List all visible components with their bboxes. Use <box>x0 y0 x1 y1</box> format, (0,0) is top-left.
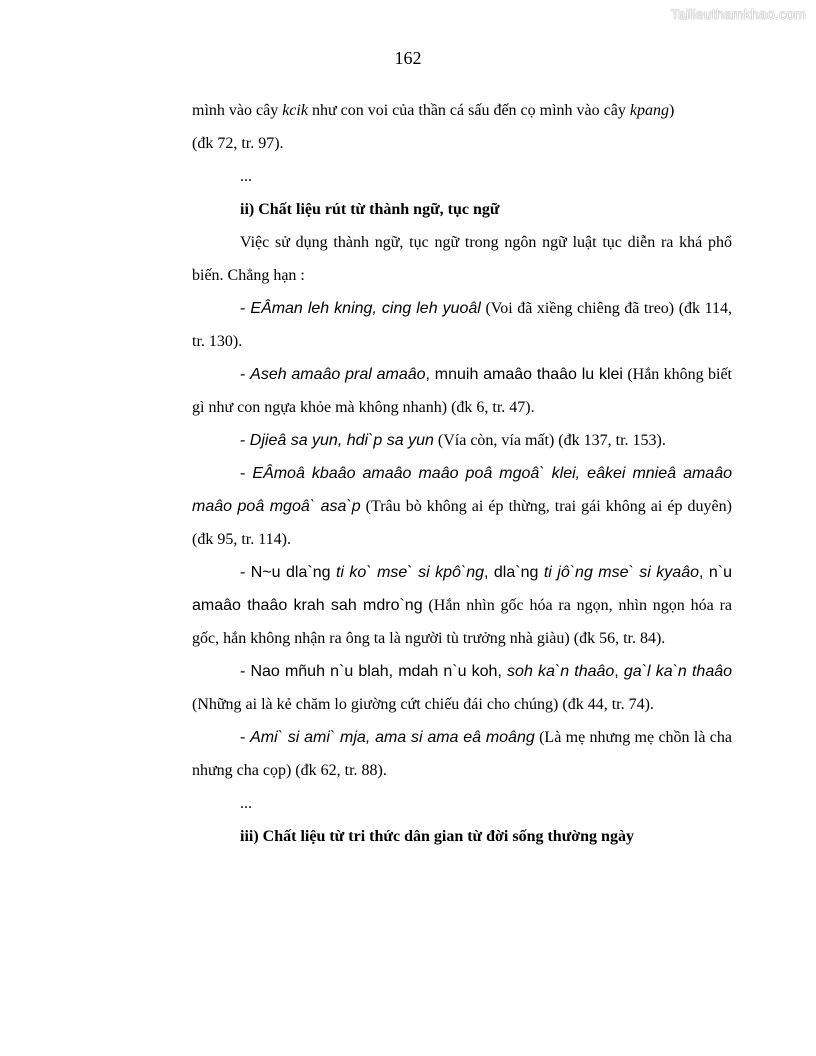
example-3 <box>192 424 732 457</box>
text: như con voi của thần cá sấu đến cọ mình vào cây <box>307 102 630 119</box>
section-heading-ii: ii) Chất liệu rút từ thành ngữ, tục ngữ <box>240 201 500 218</box>
ede-proverb-italic: Aseh amaâo pral amaâo <box>250 366 426 383</box>
vietnamese-translation: (Trâu bò không ai ép thừng, trai gái không ai ép duyên) (đk 95, tr. 114). <box>192 498 732 548</box>
dash: - <box>240 432 250 449</box>
text: ) <box>668 102 675 119</box>
citation: (đk 72, tr. 97). <box>192 135 284 152</box>
example-2 <box>192 358 732 424</box>
ellipsis: ... <box>240 795 252 812</box>
ede-proverb: EÂman leh kning, cing leh yuoâl <box>250 300 481 317</box>
ede-proverb: - N~u dla`ng <box>240 564 336 581</box>
vietnamese-translation: (Vía còn, vía mất) (đk 137, tr. 153). <box>433 432 666 449</box>
ede-proverb: Ami` si ami` mja, ama si ama eâ moâng <box>250 729 535 746</box>
ede-proverb-italic: ti jô`ng mse` si kyaâo <box>543 564 699 581</box>
page-number <box>0 48 816 69</box>
italic-term: kcik <box>282 102 308 119</box>
vietnamese-translation: (Những ai là kẻ chăm lo giường cứt chiếu đái cho chúng) (đk 44, tr. 74). <box>192 696 654 713</box>
ede-proverb-italic: soh ka`n thaâo <box>507 663 615 680</box>
paragraph-continuation <box>192 94 732 160</box>
text: mình vào cây <box>192 102 283 119</box>
example-6 <box>192 655 732 721</box>
vietnamese-translation: (Voi đã xiềng chiêng đã treo) (đk 114, tr. 130). <box>192 300 732 350</box>
ede-proverb-italic: ga`l ka`n thaâo <box>623 663 733 680</box>
dash: - <box>240 729 251 746</box>
ellipsis: ... <box>240 168 252 185</box>
ede-proverb: , mnuih amaâo thaâo lu klei <box>425 366 623 383</box>
dash: - <box>240 366 251 383</box>
ede-proverb: , dla`ng <box>484 564 544 581</box>
dash: - <box>240 465 253 482</box>
example-4 <box>192 457 732 556</box>
page-number-text: 162 <box>394 48 422 68</box>
ede-proverb: Djieâ sa yun, hdi`p sa yun <box>249 432 434 449</box>
italic-term: kpang <box>629 102 669 119</box>
watermark: Tailieuthamkhao.com <box>670 6 806 22</box>
example-5 <box>192 556 732 655</box>
section-heading-iii: iii) Chất liệu từ tri thức dân gian từ đời sống thường ngày <box>240 828 634 845</box>
vietnamese-translation: (Hắn nhìn gốc hóa ra ngọn, nhìn ngọn hóa ra gốc, hắn không nhận ra ông ta là người tù trưởng nhà giàu) (đk 56, tr. 84). <box>192 597 732 647</box>
example-1 <box>192 292 732 358</box>
ede-proverb-italic: ti ko` mse` si kpô`ng <box>335 564 484 581</box>
vietnamese-translation: (Hắn không biết gì như con ngựa khỏe mà không nhanh) (đk 6, tr. 47). <box>192 366 733 416</box>
example-7 <box>192 721 732 787</box>
dash: - <box>240 300 251 317</box>
document-body <box>192 94 732 853</box>
ede-proverb: - Nao mñuh n`u blah, mdah n`u koh, <box>240 663 508 680</box>
intro-paragraph: Việc sử dụng thành ngữ, tục ngữ trong ngôn ngữ luật tục diễn ra khá phổ biến. Chẳng hạn : <box>192 234 732 284</box>
vietnamese-translation: (Là mẹ nhưng mẹ chồn là cha nhưng cha cọp) (đk 62, tr. 88). <box>192 729 732 779</box>
ede-proverb: , <box>614 663 624 680</box>
ede-proverb: EÂmoâ kbaâo amaâo maâo poâ mgoâ` klei, eâkei mnieâ amaâo maâo poâ mgoâ` asa`p <box>192 465 732 515</box>
ede-proverb: , n`u amaâo thaâo krah sah mdro`ng <box>192 564 733 614</box>
